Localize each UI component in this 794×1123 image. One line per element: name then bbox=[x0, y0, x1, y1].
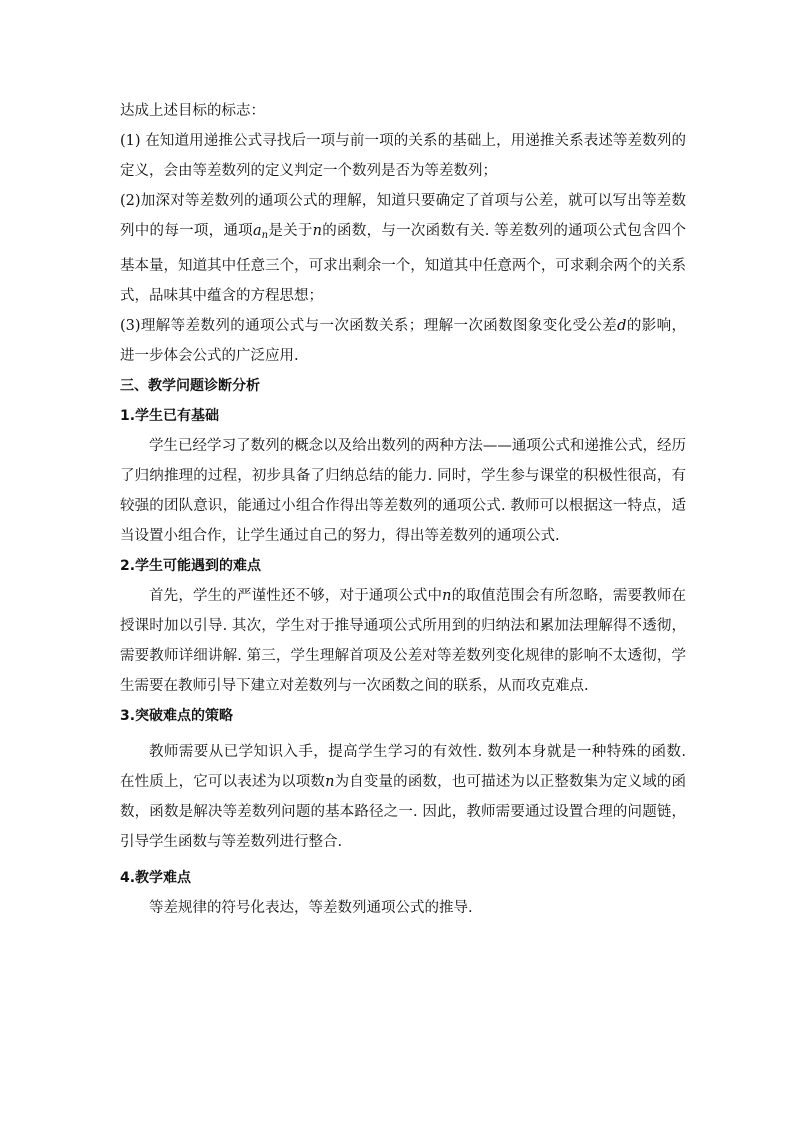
subsection-2-text-a: 首先，学生的严谨性还不够，对于通项公式中 bbox=[149, 588, 443, 604]
goal-item-2-text-a: (2)加深对等差数列的通项公式的理解，知道只要确定了首项与公差，就可以写出等差数列中的每一项，通项 bbox=[120, 193, 686, 239]
subsection-3-text bbox=[120, 737, 686, 857]
subsection-1-text: 学生已经学习了数列的概念以及给出数列的两种方法——通项公式和递推公式，经历了归纳推理的过程，初步具备了归纳总结的能力. 同时，学生参与课堂的积极性很高，有较强的团队意识，能通过小组合作得出等差数列的通项公式. 教师可以根据这一特点，适当设置小组合作，让学生通过自己的努力，得出等差数列的通项公式. bbox=[120, 438, 686, 544]
subsection-4-text: 等差规律的符号化表达，等差数列通项公式的推导. bbox=[149, 900, 473, 916]
goal-item-3-text-b: 的影响，进一步体会公式的广泛应用. bbox=[120, 318, 686, 364]
subsection-3-text-b: 为自变量的函数，也可描述为以正整数集为定义域的函数，函数是解决等差数列问题的基本路径之一. 因此，教师需要通过设置合理的问题链，引导学生函数与等差数列进行整合. bbox=[120, 774, 687, 850]
goal-item-3-text-a: (3)理解等差数列的通项公式与一次函数关系；理解一次函数图象变化受公差 bbox=[120, 318, 618, 334]
subsection-2-title: 2.学生可能遇到的难点 bbox=[120, 558, 262, 574]
goal-item-3 bbox=[120, 311, 686, 371]
subsection-4-title: 4.教学难点 bbox=[120, 870, 192, 886]
subsection-2-text bbox=[120, 581, 686, 701]
document-body bbox=[120, 96, 686, 923]
math-subscript-n: n bbox=[261, 230, 269, 241]
goal-item-2-text-c: 的函数，与一次函数有关. 等差数列的通项公式包含四个基本量，知道其中任意三个，可求出剩余一个，知道其中任意两个，可求剩余两个的关系式，品味其中蕴含的方程思想； bbox=[120, 223, 687, 304]
math-var-n: n bbox=[312, 223, 322, 239]
subsection-1-title: 1.学生已有基础 bbox=[120, 408, 220, 424]
subsection-2-text-b: 的取值范围会有所忽略，需要教师在授课时加以引导. 其次，学生对于推导通项公式所用到的归纳法和累加法理解得不透彻，需要教师详细讲解. 第三，学生理解首项及公差对等差数列变化规律的影响不太透彻，学生需要在教师引导下建立对差数列与一次函数之间的联系，从而攻克难点. bbox=[120, 588, 686, 694]
math-var-n: n bbox=[325, 774, 335, 790]
math-var-n: n bbox=[442, 588, 452, 604]
subsection-3-text-a: 教师需要从已学知识入手，提高学生学习的有效性. 数列本身就是一种特殊的函数. 在性质上，它可以表述为以项数 bbox=[120, 744, 686, 790]
intro-line: 达成上述目标的标志： bbox=[120, 103, 265, 119]
math-var-a: a bbox=[252, 223, 262, 239]
subsection-3-title: 3.突破难点的策略 bbox=[120, 708, 234, 724]
goal-item-1: (1) 在知道用递推公式寻找后一项与前一项的关系的基础上，用递推关系表述等差数列的定义，会由等差数列的定义判定一个数列是否为等差数列； bbox=[120, 133, 686, 179]
math-var-d: d bbox=[617, 318, 627, 334]
goal-item-2-text-b: 是关于 bbox=[268, 223, 313, 239]
section-3-title: 三、教学问题诊断分析 bbox=[120, 378, 260, 394]
goal-item-2 bbox=[120, 186, 686, 311]
